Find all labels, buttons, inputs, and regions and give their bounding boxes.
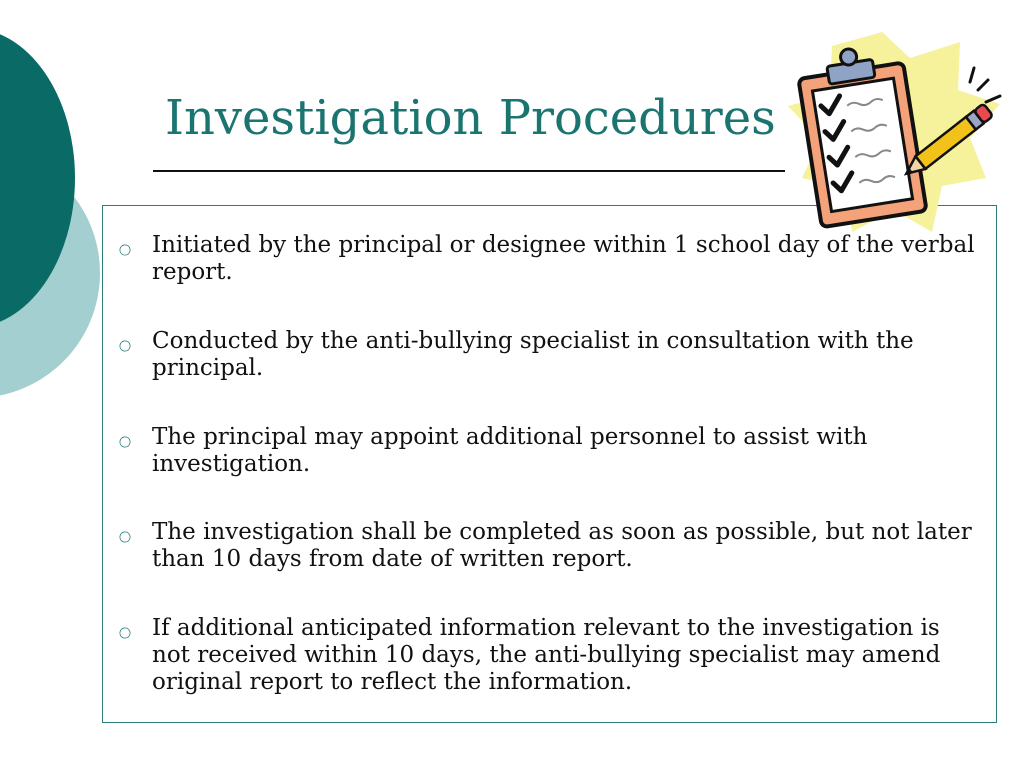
bullet-text: The principal may appoint additional personnel to assist with investigation.	[152, 424, 868, 477]
clipboard-checklist-with-pencil-icon	[782, 28, 1004, 236]
hollow-circle-bullet-icon	[120, 532, 131, 543]
bullet-text: Initiated by the principal or designee within 1 school day of the verbal report.	[152, 232, 975, 285]
bullet-text: If additional anticipated information relevant to the investigation is not received within 10 days, the anti-bullying specialist may amend original report to reflect the information.	[152, 615, 941, 695]
content-box	[102, 205, 997, 723]
hollow-circle-bullet-icon	[120, 245, 131, 256]
bullet-item	[117, 519, 977, 573]
hollow-circle-bullet-icon	[120, 341, 131, 352]
bullet-item	[117, 232, 977, 286]
bullet-item	[117, 328, 977, 382]
bullet-item	[117, 615, 977, 696]
hollow-circle-bullet-icon	[120, 437, 131, 448]
bullet-item	[117, 424, 977, 478]
title-underline	[153, 170, 785, 172]
bullet-text: Conducted by the anti-bullying specialist in consultation with the principal.	[152, 328, 914, 381]
hollow-circle-bullet-icon	[120, 628, 131, 639]
bullet-text: The investigation shall be completed as soon as possible, but not later than 10 days from date of written report.	[152, 519, 972, 572]
slide-title: Investigation Procedures	[165, 90, 776, 146]
